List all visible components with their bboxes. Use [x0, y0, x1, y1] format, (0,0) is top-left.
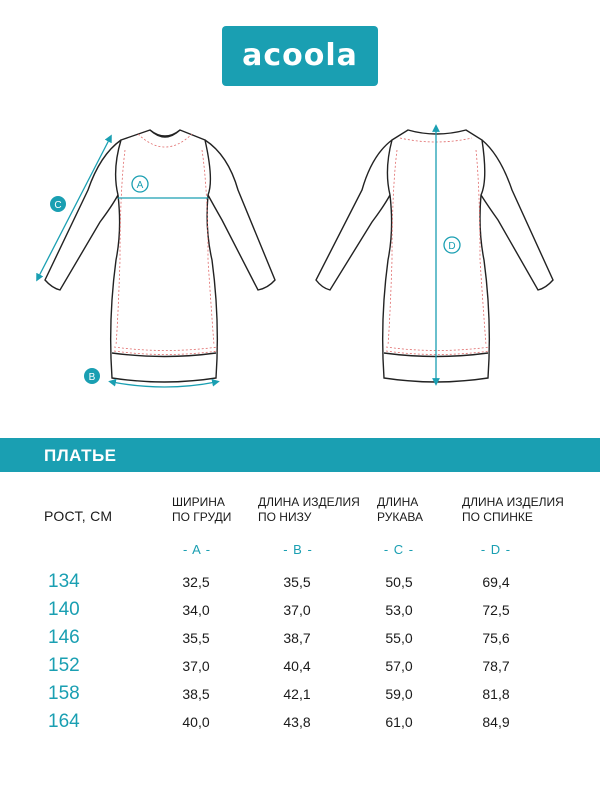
- cell-sleeve-length: 59,0: [385, 686, 413, 702]
- brand-logo-text: acoola: [242, 38, 358, 73]
- cell-sleeve-length: 55,0: [385, 630, 413, 646]
- column-code-c: - C -: [383, 542, 415, 557]
- cell-sleeve-length: 57,0: [385, 658, 413, 674]
- cell-chest-width: 38,5: [182, 686, 210, 702]
- cell-back-length: 84,9: [482, 714, 510, 730]
- table-row: [0, 711, 600, 742]
- column-header-sleeve-length: [377, 495, 423, 525]
- cell-chest-width: 34,0: [182, 602, 210, 618]
- marker-b-label: B: [88, 372, 96, 383]
- column-header-chest-width: [172, 495, 231, 525]
- front-measurement-lines: [38, 138, 216, 387]
- marker-b: [84, 368, 100, 384]
- marker-d: [444, 237, 460, 253]
- marker-a-label: A: [136, 180, 144, 191]
- cell-sleeve-length: 50,5: [385, 574, 413, 590]
- column-header-line2: РУКАВА: [377, 510, 423, 524]
- marker-a: [132, 176, 148, 192]
- cell-chest-width: 35,5: [182, 630, 210, 646]
- product-title-banner: [0, 438, 600, 472]
- column-header-back-length: [462, 495, 564, 525]
- row-height: 134: [48, 571, 80, 592]
- table-row: [0, 655, 600, 686]
- sleeve-length-line: [38, 138, 110, 278]
- column-header-line1: ДЛИНА: [377, 495, 419, 509]
- marker-c: [50, 196, 66, 212]
- cell-sleeve-length: 53,0: [385, 602, 413, 618]
- row-height: 140: [48, 599, 80, 620]
- dress-front-stitching: [114, 134, 218, 355]
- row-height: 158: [48, 683, 80, 704]
- marker-c-label: C: [54, 200, 62, 211]
- cell-sleeve-length: 61,0: [385, 714, 413, 730]
- cell-hem-length: 43,8: [283, 714, 311, 730]
- cell-hem-length: 38,7: [283, 630, 311, 646]
- dress-front-view: [45, 130, 275, 382]
- height-column-header: РОСТ, СМ: [44, 508, 113, 524]
- cell-back-length: 69,4: [482, 574, 510, 590]
- cell-chest-width: 40,0: [182, 714, 210, 730]
- column-header-line2: ПО ГРУДИ: [172, 510, 232, 524]
- column-code-b: - B -: [283, 542, 313, 557]
- marker-d-label: D: [448, 241, 456, 252]
- column-header-hem-length: [258, 495, 360, 525]
- column-header-line2: ПО СПИНКЕ: [462, 510, 533, 524]
- cell-hem-length: 35,5: [283, 574, 311, 590]
- cell-hem-length: 42,1: [283, 686, 311, 702]
- cell-back-length: 75,6: [482, 630, 510, 646]
- cell-chest-width: 32,5: [182, 574, 210, 590]
- cell-hem-length: 40,4: [283, 658, 311, 674]
- row-height: 164: [48, 711, 80, 732]
- product-title: ПЛАТЬЕ: [44, 446, 117, 465]
- column-header-line2: ПО НИЗУ: [258, 510, 312, 524]
- column-code-a: - A -: [182, 542, 212, 557]
- column-header-line1: ДЛИНА ИЗДЕЛИЯ: [258, 495, 360, 509]
- cell-back-length: 72,5: [482, 602, 510, 618]
- dress-back-view: [316, 130, 553, 382]
- cell-hem-length: 37,0: [283, 602, 311, 618]
- cell-chest-width: 37,0: [182, 658, 210, 674]
- cell-back-length: 81,8: [482, 686, 510, 702]
- dress-measurement-diagram: [0, 110, 600, 410]
- table-row: [0, 599, 600, 630]
- column-header-line1: ДЛИНА ИЗДЕЛИЯ: [462, 495, 564, 509]
- table-row: [0, 627, 600, 658]
- row-height: 152: [48, 655, 80, 676]
- hem-width-line: [112, 382, 216, 387]
- brand-logo: [222, 26, 378, 86]
- dress-back-stitching: [386, 138, 490, 355]
- row-height: 146: [48, 627, 80, 648]
- table-row: [0, 683, 600, 714]
- cell-back-length: 78,7: [482, 658, 510, 674]
- column-header-line1: ШИРИНА: [172, 495, 225, 509]
- table-row: [0, 571, 600, 602]
- column-code-d: - D -: [480, 542, 512, 557]
